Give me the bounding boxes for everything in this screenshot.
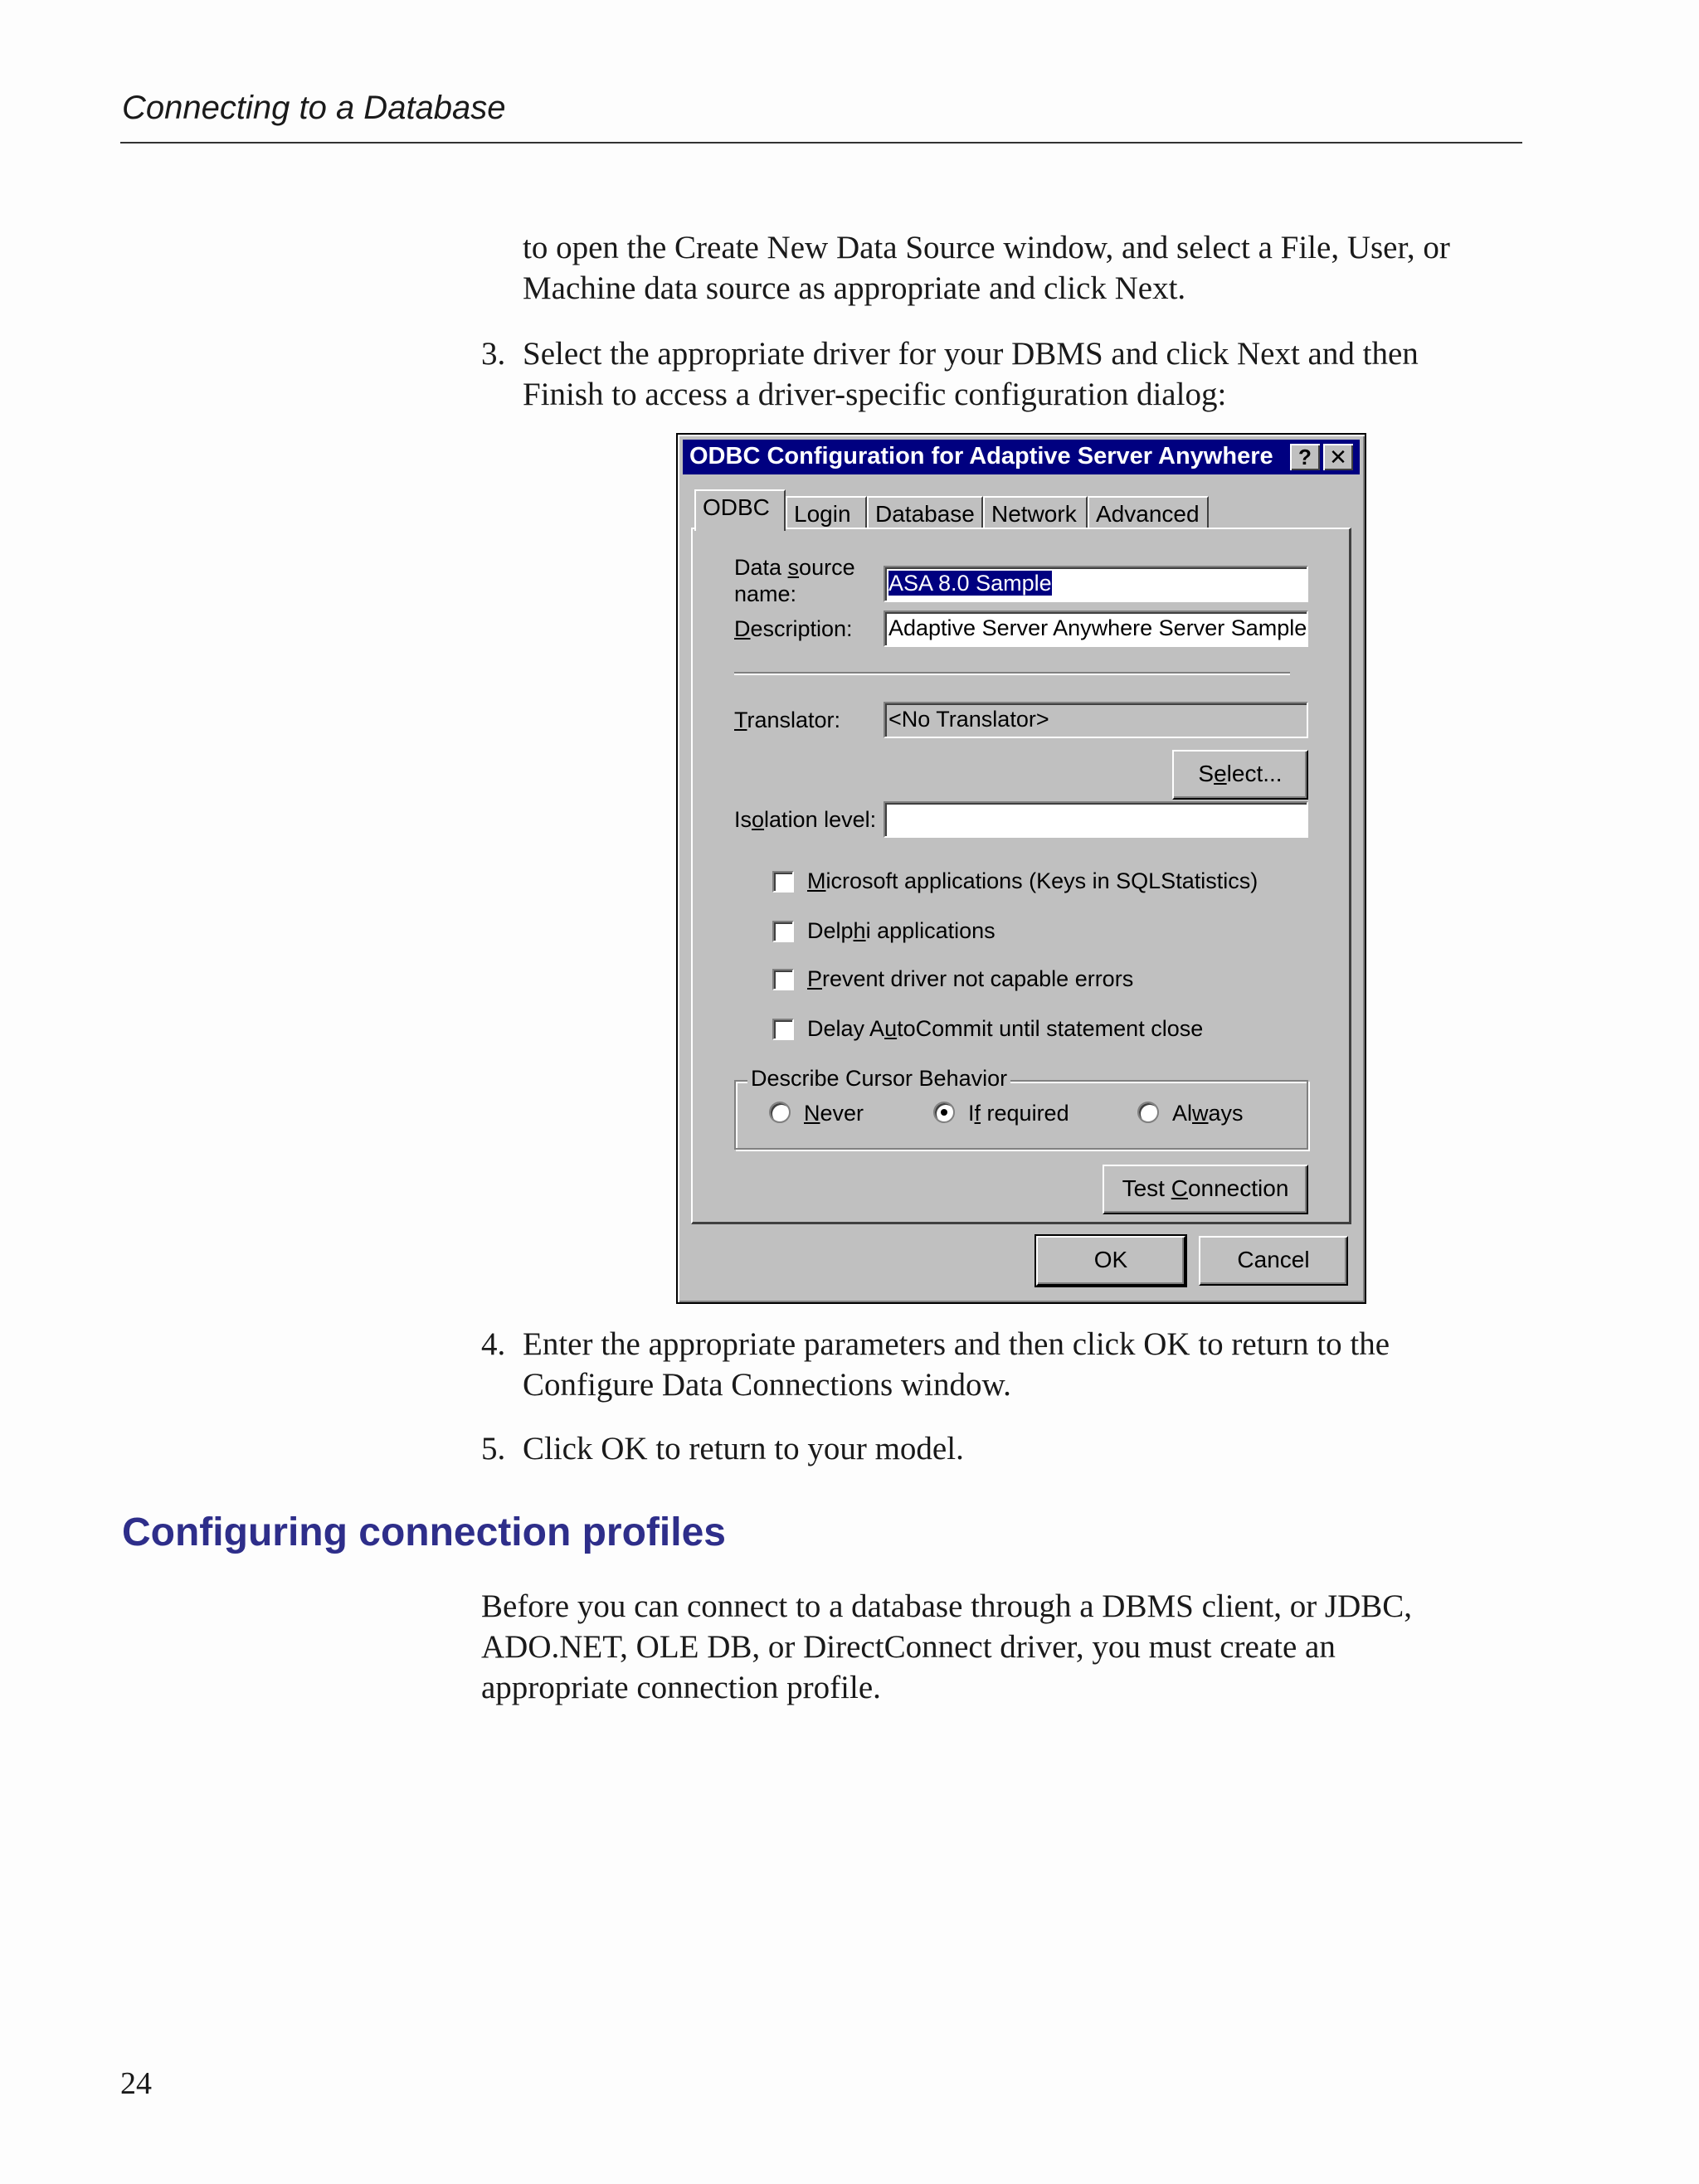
tab-odbc[interactable]: ODBC bbox=[694, 489, 786, 531]
microsoft-applications-checkbox[interactable] bbox=[772, 871, 794, 893]
always-label[interactable]: Always bbox=[1172, 1101, 1244, 1126]
never-radio[interactable] bbox=[769, 1102, 791, 1123]
tab-login[interactable]: Login bbox=[786, 496, 867, 531]
delay-autocommit-checkbox[interactable] bbox=[772, 1019, 794, 1040]
never-label[interactable]: Never bbox=[804, 1101, 864, 1126]
step-4-number: 4. bbox=[481, 1326, 506, 1362]
isolation-level-label: Isolation level: bbox=[734, 807, 877, 832]
description-label: Description: bbox=[734, 616, 853, 641]
cursor-behavior-legend: Describe Cursor Behavior bbox=[747, 1065, 1010, 1092]
intro-line-1: to open the Create New Data Source window, and select a File, User, or bbox=[523, 230, 1450, 265]
step-4-line-2: Configure Data Connections window. bbox=[523, 1367, 1011, 1403]
section-body-line-1: Before you can connect to a database through a DBMS client, or JDBC, bbox=[481, 1588, 1413, 1624]
step-5-number: 5. bbox=[481, 1431, 506, 1467]
tab-network[interactable]: Network bbox=[983, 496, 1088, 531]
always-radio[interactable] bbox=[1137, 1102, 1159, 1123]
delay-autocommit-label[interactable]: Delay AutoCommit until statement close bbox=[807, 1016, 1204, 1041]
step-3-line-1: Select the appropriate driver for your DBMS and click Next and then bbox=[523, 336, 1419, 372]
running-head: Connecting to a Database bbox=[122, 90, 506, 126]
step-3-text bbox=[523, 333, 1419, 415]
odbc-tab-panel bbox=[691, 528, 1351, 1224]
help-icon: ? bbox=[1298, 445, 1312, 469]
close-button[interactable] bbox=[1323, 444, 1353, 470]
tab-advanced[interactable]: Advanced bbox=[1088, 496, 1209, 531]
if-required-radio[interactable] bbox=[933, 1102, 955, 1123]
section-body-line-2: ADO.NET, OLE DB, or DirectConnect driver, you must create an bbox=[481, 1629, 1336, 1665]
microsoft-applications-label[interactable]: Microsoft applications (Keys in SQLStatistics) bbox=[807, 868, 1258, 893]
step-5-text: Click OK to return to your model. bbox=[523, 1431, 964, 1467]
step-4-text bbox=[523, 1324, 1390, 1405]
section-body-line-3: appropriate connection profile. bbox=[481, 1670, 881, 1705]
close-icon: ✕ bbox=[1329, 445, 1347, 469]
intro-line-2: Machine data source as appropriate and click Next. bbox=[523, 270, 1186, 306]
step-4-line-1: Enter the appropriate parameters and then click OK to return to the bbox=[523, 1326, 1390, 1362]
prevent-driver-errors-checkbox[interactable] bbox=[772, 969, 794, 990]
if-required-label[interactable]: If required bbox=[968, 1101, 1069, 1126]
translator-field: <No Translator> bbox=[884, 702, 1308, 738]
test-connection-button[interactable]: Test Connection bbox=[1103, 1165, 1308, 1214]
header-rule bbox=[120, 142, 1522, 143]
delphi-applications-checkbox[interactable] bbox=[772, 921, 794, 942]
dsn-value: ASA 8.0 Sample bbox=[888, 571, 1052, 596]
step-3-line-2: Finish to access a driver-specific configuration dialog: bbox=[523, 377, 1227, 412]
odbc-configuration-dialog bbox=[676, 433, 1366, 1304]
cancel-button[interactable]: Cancel bbox=[1199, 1236, 1348, 1286]
section-body bbox=[481, 1586, 1412, 1708]
page-number: 24 bbox=[120, 2066, 152, 2101]
dsn-input[interactable] bbox=[884, 566, 1308, 602]
description-input[interactable]: Adaptive Server Anywhere Server Sample bbox=[884, 610, 1308, 647]
isolation-level-input[interactable] bbox=[884, 801, 1308, 838]
delphi-applications-label[interactable]: Delphi applications bbox=[807, 918, 996, 943]
section-title: Configuring connection profiles bbox=[122, 1510, 726, 1554]
ok-button[interactable]: OK bbox=[1036, 1236, 1185, 1286]
translator-label: Translator: bbox=[734, 708, 841, 732]
intro-paragraph bbox=[523, 227, 1450, 309]
separator bbox=[734, 672, 1290, 675]
tab-database[interactable]: Database bbox=[867, 496, 983, 531]
help-button[interactable] bbox=[1290, 444, 1320, 470]
dialog-titlebar[interactable] bbox=[683, 440, 1360, 474]
select-button[interactable]: Select... bbox=[1172, 750, 1308, 800]
step-3-number: 3. bbox=[481, 336, 506, 372]
dialog-title: ODBC Configuration for Adaptive Server Anywhere bbox=[689, 443, 1273, 469]
prevent-driver-errors-label[interactable]: Prevent driver not capable errors bbox=[807, 966, 1134, 991]
dsn-label: Data source name: bbox=[734, 555, 855, 606]
